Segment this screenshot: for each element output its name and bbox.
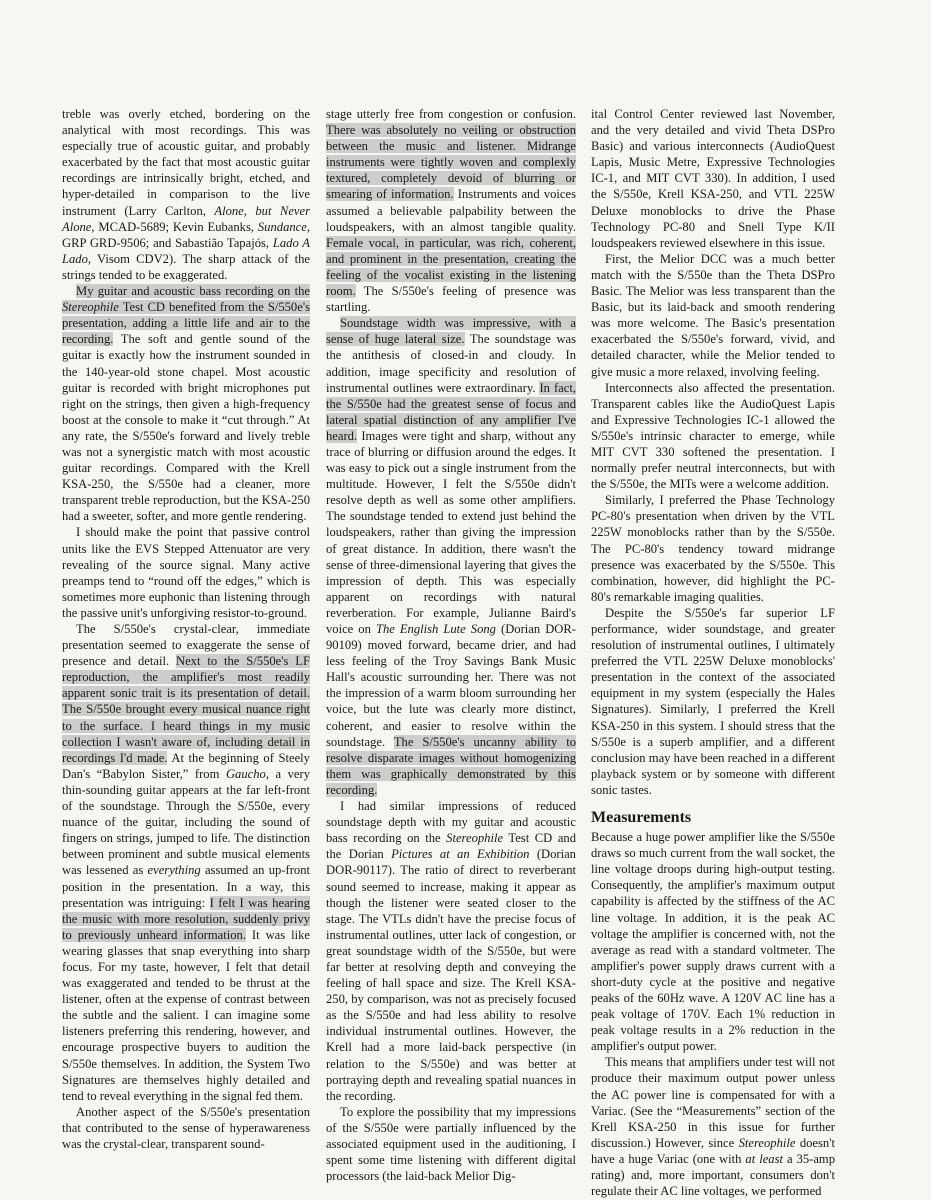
text-run: stage utterly free from congestion or confusion. (326, 107, 576, 121)
text-run: Despite the S/550e's far superior LF performance, wider soundstage, and greater resolution of instrumental outlines, I ultimately preferred the VTL 225W Deluxe monoblocks' presentation in the context of the associated equipment in my system (especially the Hales Signatures). Similarly, I preferred the Krell KSA-250 in this system. I should stress that the S/550e is a superb amplifier, and a different conclusion may have been reached in a different playback system or by someone with different sonic tastes. (591, 605, 835, 797)
italic-text: Stereophile (446, 831, 504, 846)
italic-text: Gaucho (225, 766, 266, 781)
text-run: Similarly, I preferred the Phase Technology PC-80's presentation when driven by the VTL 225W monoblocks rather than by the S/550e. The PC-80's tendency toward midrange presence was exacerbated by the S/550e. This combination, however, did highlight the PC-80's remarkable imaging qualities. (591, 493, 835, 604)
text-run: (Dorian DOR-90117). The ratio of direct to reverberant sound seemed to increase, making it appear as though the listener were seated closer to the stage. The VTLs didn't have the precise focus of instrumental outlines, utter lack of congestion, or great soundstage width of the S/550e, but were far better at resolving depth and conveying the feeling of hall space and size. The Krell KSA-250, by comparison, was not as precisely focused as the S/550e and had less ability to resolve individual instrumental outlines. However, the Krell had a more laid-back perspective (in relation to the S/550e) and was better at portraying depth and revealing spatial nuances in the recording. (326, 847, 576, 1103)
text-run: ital Control Center reviewed last November, and the very detailed and vivid Theta DSPro Basic) and various interconnects (AudioQuest Lapis, Music Metre, Expressive Technologies IC-1, and MIT CVT 330). In addition, I used the S/550e, Krell KSA-250, and VTL 225W Deluxe monoblocks to drive the Phase Technology PC-80 and Snell Type K/II loudspeakers reviewed elsewhere in this issue. (591, 107, 835, 250)
text-run: Because a huge power amplifier like the S/550e draws so much current from the wall socket, the line voltage droops during high-output testing. Consequently, the amplifier's maximum output capability is affected by the stiffness of the AC line voltage. In addition, it is the peak AC voltage the amplifier is concerned with, not the average as read with a standard voltmeter. The amplifier's power supply draws current with a short-duty cycle at the positive and negative peaks of the 60Hz wave. A 120V AC line has a peak voltage of 170V. Each 1% reduction in peak voltage results in a 2% reduction in the amplifier's output power. (591, 830, 835, 1054)
text-column-3 (591, 106, 835, 1199)
paragraph (591, 1054, 835, 1199)
highlighted-text: The S/550e's uncanny ability to resolve disparate images without homogenizing them was graphically demonstrated by this recording. (326, 734, 576, 797)
paragraph (326, 106, 576, 315)
highlighted-text: Female vocal, in particular, was rich, coherent, and prominent in the presentation, creating the feeling of the vocalist existing in the listening room. (326, 235, 576, 299)
text-run: It was like wearing glasses that snap everything into sharp focus. For my taste, however, I felt that detail was exaggerated and tended to be thrust at the listener, often at the expense of contrast between the subtle and the salient. I can imagine some listeners preferring this rendering, however, and encourage prospective buyers to audition the S/550e themselves. In addition, the System Two Signatures are themselves highly detailed and tend to reveal everything in the signal fed them. (62, 927, 310, 1103)
text-run: , a very thin-sounding guitar appears at the far left-front of the soundstage. Through the S/550e, every nuance of the guitar, including the sound of fingers on strings, jumped to life. The distinction between prominent and subtle musical elements was lessened as (62, 766, 310, 878)
text-run: The S/550e's feeling of presence was startling. (326, 284, 576, 315)
highlighted-text: There was absolutely no veiling or obstruction between the music and listener. Midrange instruments were tightly woven and complexly textured, completely devoid of blurring or smearing of information. (326, 123, 576, 202)
text-run: treble was overly etched, bordering on the analytical with most recordings. This was especially true of acoustic guitar, and probably exacerbated by the fact that most acoustic guitar recordings are intrinsically bright, etched, and hyper-detailed in comparison to the live instrument (Larry Carlton, (62, 107, 310, 218)
italic-text: at least (745, 1151, 783, 1166)
highlighted-text: Stereophile (62, 300, 119, 315)
text-run: (Dorian DOR-90109) moved forward, became drier, and had less feeling of the Troy Savings Bank Music Hall's acoustic surrounding her. There was not the impression of a warm bloom surrounding her voice, but the lute was clearly more distinct, coherent, and easier to resolve within the soundstage. (326, 622, 576, 749)
highlighted-text: Test CD benefited from the S/550e's presentation, adding a little life and air to the recording. (62, 300, 310, 347)
paragraph (326, 315, 576, 798)
italic-text: everything (147, 863, 201, 878)
section-heading: Measurements (591, 809, 692, 827)
paragraph (591, 380, 835, 493)
paragraph (591, 492, 835, 605)
text-run: a 35-amp rating) and, more important, consumers don't regulate their AC line voltages, we performed (591, 1151, 836, 1199)
italic-text: Pictures at an Exhibition (391, 847, 530, 862)
paragraph (591, 106, 835, 251)
text-run: This means that amplifiers under test will not produce their maximum output power unless the AC power line is compensated for with a Variac. (See the “Measurements” section of the Krell KSA-250 in this issue for further discussion.) However, since (591, 1055, 835, 1150)
italic-text: Lado A Lado (62, 235, 310, 266)
text-run: Images were tight and sharp, without any trace of blurring or diffusion around the edges. It was easy to pick out a single instrument from the multitude. However, I felt the S/550e didn't resolve depth as well as some other amplifiers. The soundstage tended to extend just behind the loudspeakers, rather than giving the impression of great distance. In addition, there wasn't the sense of three-dimensional layering that gives the impression of depth. This was especially apparent on recordings with natural reverberation. For example, Julianne Baird's voice on (326, 428, 576, 636)
text-column-1 (62, 106, 310, 1152)
text-run: I had similar impressions of reduced soundstage depth with my guitar and acoustic bass recording on the (326, 799, 576, 846)
paragraph (62, 283, 310, 524)
text-run: assumed an up-front position in the presentation. In a way, this presentation was intriguing: (62, 863, 310, 910)
text-column-2 (326, 106, 576, 1184)
text-run: First, the Melior DCC was a much better match with the S/550e than the Theta DSPro Basic. The Melior was less transparent than the Basic, but its laid-back and smooth rendering was more welcome. The Basic's presentation exacerbated the S/550e's forward, vivid, and detailed character, while the Melior tended to give music a more relaxed, involving feeling. (591, 251, 835, 379)
italic-text: Alone, but Never Alone (62, 203, 311, 234)
text-run: Instruments and voices assumed a believable palpability between the loudspeakers, with an almost tangible quality. (326, 187, 576, 234)
text-run: To explore the possibility that my impressions of the S/550e were partially influenced by the associated equipment used in the auditioning, I spent some time listening with different digital processors (the laid-back Melior Dig- (326, 1104, 576, 1184)
highlighted-text: Soundstage width was impressive, with a sense of huge lateral size. (326, 316, 576, 347)
paragraph (326, 1104, 576, 1184)
highlighted-text: In fact, the S/550e had the greatest sense of focus and lateral spatial distinction of any amplifier I've heard. (326, 380, 576, 443)
paragraph (62, 621, 310, 1104)
text-run: , Visom CDV2). The sharp attack of the strings tended to be exaggerated. (62, 251, 310, 282)
text-run: At the beginning of Steely Dan's “Babylon Sister,” from (62, 750, 310, 781)
paragraph (591, 251, 835, 380)
highlighted-text: I felt I was hearing the music with more resolution, suddenly privy to previously unheard information. (62, 895, 310, 942)
italic-text: Stereophile (738, 1135, 796, 1150)
text-run: Interconnects also affected the presentation. Transparent cables like the AudioQuest Lapis and Expressive Technologies IC-1 allowed the S/550e's intrinsic character to emerge, while MIT CVT 330 softened the presentation. I normally prefer neutral interconnects, but with the S/550e, the MITs were a welcome addition. (591, 380, 835, 492)
highlighted-text: My guitar and acoustic bass recording on the (76, 284, 310, 299)
paragraph (591, 605, 835, 798)
italic-text: The English Lute Song (375, 622, 496, 636)
paragraph (326, 798, 576, 1104)
text-run: The soft and gentle sound of the guitar is exactly how the instrument sounded in the 140-year-old stone chapel. Most acoustic guitar is recorded with bright microphones put right on the strings, then given a high-frequency boost at the console to make it “cut through.” At any rate, the S/550e's forward and lively treble was not a synergistic match with most acoustic guitar recordings. Compared with the Krell KSA-250, the S/550e had a cleaner, more transparent treble reproduction, but the KSA-250 had a sweeter, softer, and more gentle rendering. (62, 332, 310, 524)
text-run: , GRP GRD-9506; and Sabastião Tapajós, (62, 219, 310, 250)
paragraph (62, 1104, 310, 1152)
text-run: Another aspect of the S/550e's presentation that contributed to the sense of hyperawareness was the crystal-clear, transparent sound- (62, 1104, 310, 1151)
paragraph (62, 106, 310, 283)
text-run: doesn't have a huge Variac (one with (591, 1135, 835, 1166)
highlighted-text: Next to the S/550e's LF reproduction, the amplifier's most readily apparent sonic trait is its presentation of detail. The S/550e brought every musical nuance right to the surface. I heard things in my music collection I wasn't aware of, including detail in recordings I'd made. (62, 654, 310, 765)
text-run: , MCAD-5689; Kevin Eubanks, (91, 219, 258, 234)
text-run: Test CD and the Dorian (326, 831, 576, 862)
text-run: I should make the point that passive control units like the EVS Stepped Attenuator are very revealing of the source signal. Many active preamps tend to “round off the edges,” which is sometimes more euphonic than listening through the passive unit's unforgiving resistor-to-ground. (62, 525, 310, 620)
paragraph (591, 829, 835, 1054)
text-run: The soundstage was the antithesis of closed-in and cloudy. In addition, image specificity and resolution of instrumental outlines were extraordinary. (326, 332, 576, 395)
paragraph (62, 524, 310, 621)
italic-text: Sundance (257, 219, 307, 234)
text-run: The S/550e's crystal-clear, immediate presentation seemed to exaggerate the sense of presence and detail. (62, 622, 310, 669)
